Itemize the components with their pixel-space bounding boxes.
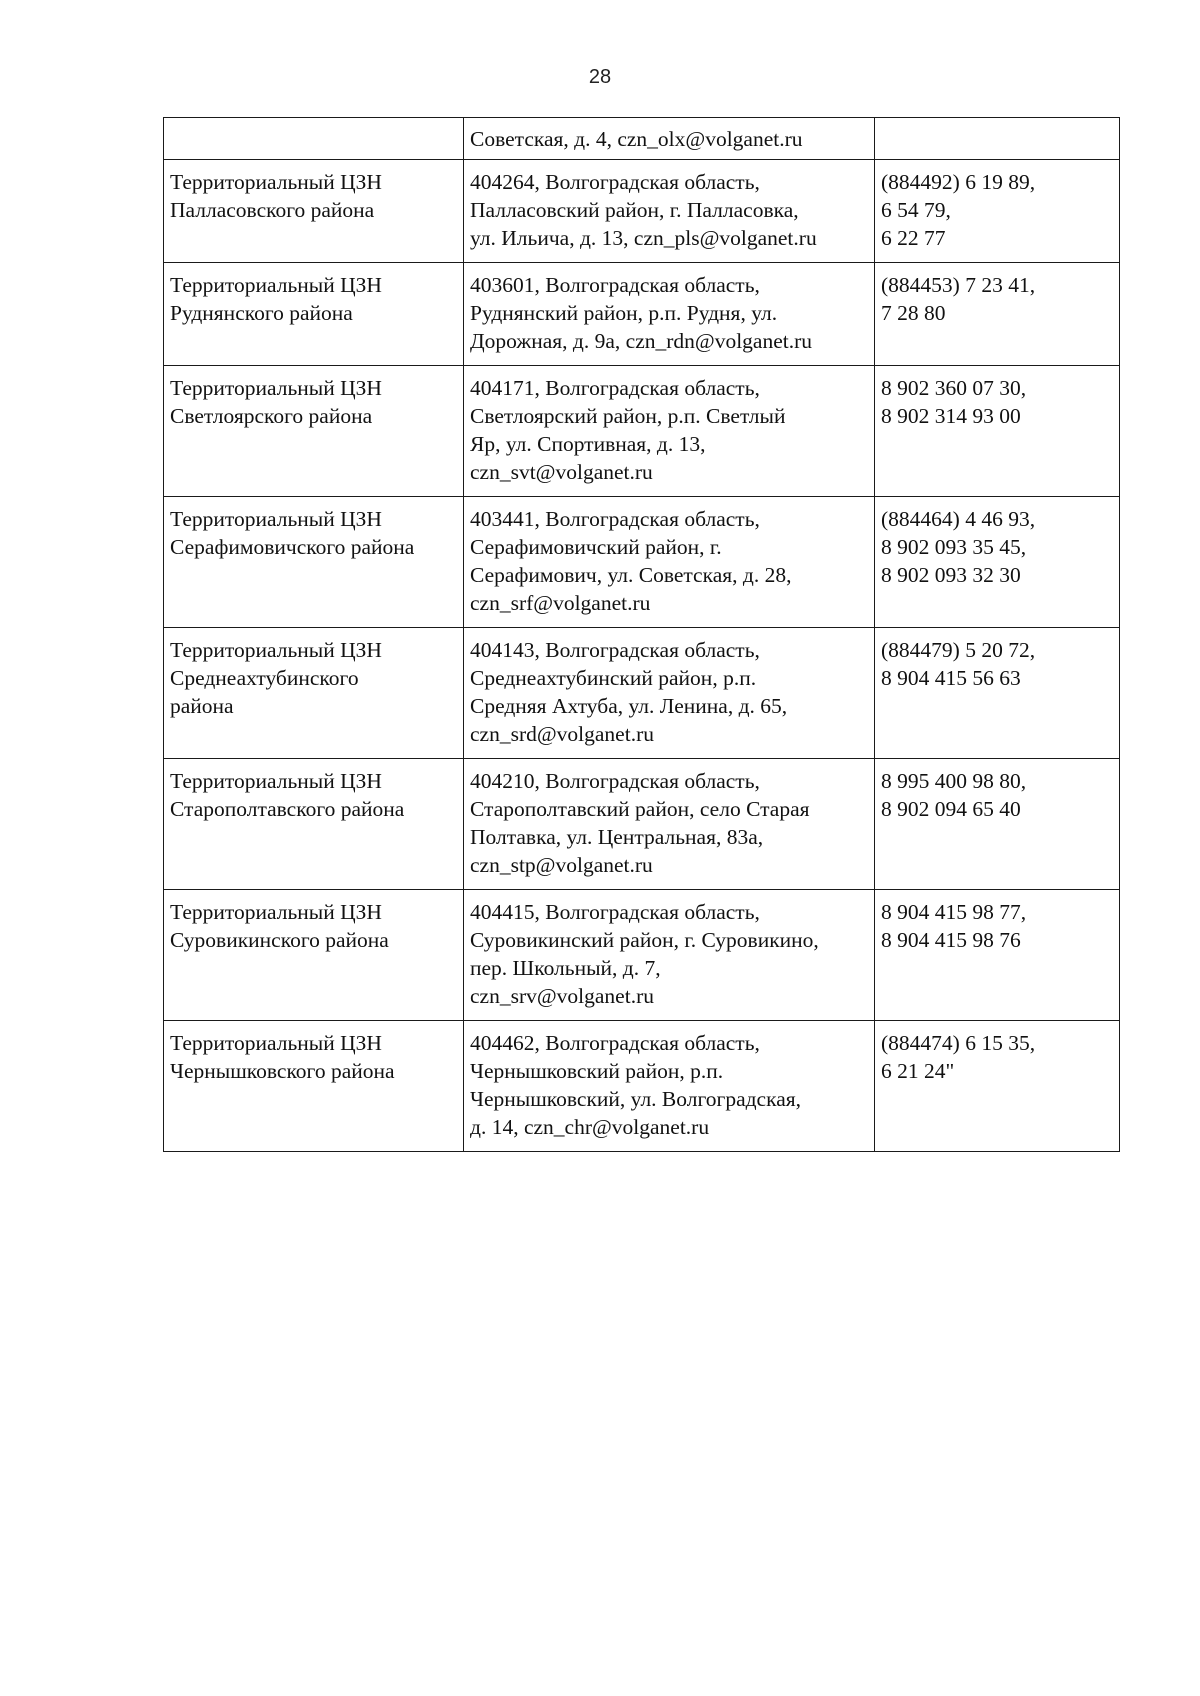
address-cell: Советская, д. 4, czn_olx@volganet.ru xyxy=(464,118,875,160)
address-cell: 404462, Волгоградская область, Чернышковский район, р.п. Чернышковский, ул. Волгоградская, д. 14, czn_chr@volganet.ru xyxy=(464,1021,875,1152)
phone-cell: (884474) 6 15 35, 6 21 24" xyxy=(875,1021,1120,1152)
center-name-cell: Территориальный ЦЗН Суровикинского района xyxy=(164,890,464,1021)
address-cell: 403601, Волгоградская область, Руднянский район, р.п. Рудня, ул. Дорожная, д. 9а, czn_rdn@volganet.ru xyxy=(464,263,875,366)
table-row xyxy=(164,263,1120,366)
phone-cell: (884492) 6 19 89, 6 54 79, 6 22 77 xyxy=(875,160,1120,263)
address-cell: 403441, Волгоградская область, Серафимовичский район, г. Серафимович, ул. Советская, д. 28, czn_srf@volganet.ru xyxy=(464,497,875,628)
table-row xyxy=(164,759,1120,890)
phone-cell: (884464) 4 46 93, 8 902 093 35 45, 8 902 093 32 30 xyxy=(875,497,1120,628)
center-name-cell: Территориальный ЦЗН Чернышковского района xyxy=(164,1021,464,1152)
address-cell: 404415, Волгоградская область, Суровикинский район, г. Суровикино, пер. Школьный, д. 7, czn_srv@volganet.ru xyxy=(464,890,875,1021)
center-name-cell: Территориальный ЦЗН Светлоярского района xyxy=(164,366,464,497)
center-name-cell xyxy=(164,118,464,160)
phone-cell: 8 902 360 07 30, 8 902 314 93 00 xyxy=(875,366,1120,497)
phone-cell xyxy=(875,118,1120,160)
page-number: 28 xyxy=(588,66,612,88)
employment-centers-table xyxy=(163,117,1120,1152)
table-row xyxy=(164,366,1120,497)
table-row xyxy=(164,497,1120,628)
center-name-cell: Территориальный ЦЗН Среднеахтубинского района xyxy=(164,628,464,759)
center-name-cell: Территориальный ЦЗН Серафимовичского района xyxy=(164,497,464,628)
phone-cell: (884479) 5 20 72, 8 904 415 56 63 xyxy=(875,628,1120,759)
table-row xyxy=(164,628,1120,759)
table-row xyxy=(164,890,1120,1021)
table-row xyxy=(164,1021,1120,1152)
center-name-cell: Территориальный ЦЗН Руднянского района xyxy=(164,263,464,366)
address-cell: 404143, Волгоградская область, Среднеахтубинский район, р.п. Средняя Ахтуба, ул. Ленина, д. 65, czn_srd@volganet.ru xyxy=(464,628,875,759)
center-name-cell: Территориальный ЦЗН Палласовского района xyxy=(164,160,464,263)
center-name-cell: Территориальный ЦЗН Старополтавского района xyxy=(164,759,464,890)
address-cell: 404210, Волгоградская область, Старополтавский район, село Старая Полтавка, ул. Центральная, 83а, czn_stp@volganet.ru xyxy=(464,759,875,890)
table-row xyxy=(164,118,1120,160)
address-cell: 404264, Волгоградская область, Палласовский район, г. Палласовка, ул. Ильича, д. 13, czn_pls@volganet.ru xyxy=(464,160,875,263)
address-cell: 404171, Волгоградская область, Светлоярский район, р.п. Светлый Яр, ул. Спортивная, д. 13, czn_svt@volganet.ru xyxy=(464,366,875,497)
phone-cell: 8 995 400 98 80, 8 902 094 65 40 xyxy=(875,759,1120,890)
phone-cell: 8 904 415 98 77, 8 904 415 98 76 xyxy=(875,890,1120,1021)
phone-cell: (884453) 7 23 41, 7 28 80 xyxy=(875,263,1120,366)
table-row xyxy=(164,160,1120,263)
